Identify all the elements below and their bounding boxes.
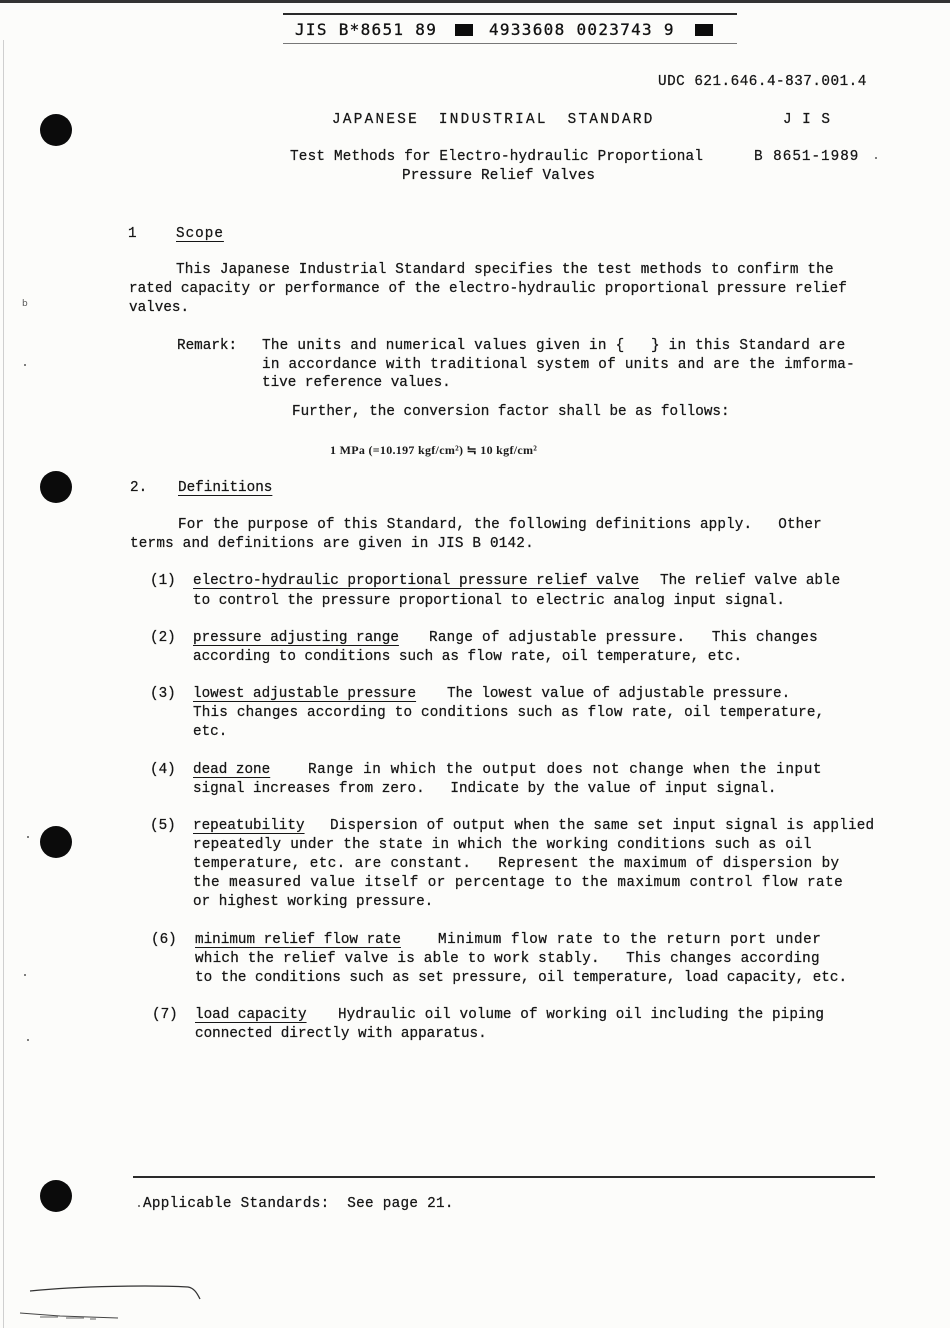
- document-title-line2: Pressure Relief Valves: [402, 168, 596, 184]
- binding-hole: [40, 471, 72, 503]
- definition-text-line: etc.: [193, 724, 228, 740]
- section-heading: Definitions: [178, 480, 273, 496]
- definition-text: The lowest value of adjustable pressure.: [447, 686, 791, 702]
- definition-number: (7): [152, 1007, 178, 1023]
- scan-speck: [24, 364, 26, 366]
- definition-text-line: signal increases from zero. Indicate by the value of input signal.: [193, 781, 777, 797]
- stamp-code: JIS B*8651 89: [295, 20, 438, 39]
- definition-text-line: This changes according to conditions such as flow rate, oil temperature,: [193, 705, 825, 721]
- definition-term: load capacity: [195, 1007, 307, 1023]
- definition-text-line: to control the pressure proportional to electric analog input signal.: [193, 593, 785, 609]
- stamp-block: [695, 24, 713, 36]
- scan-speck: [138, 1205, 140, 1207]
- definition-number: (2): [150, 630, 176, 646]
- definition-number: (5): [150, 818, 176, 834]
- definition-term: lowest adjustable pressure: [193, 686, 417, 702]
- applicable-standards: Applicable Standards: See page 21.: [143, 1196, 454, 1212]
- scan-speck: [24, 974, 26, 976]
- conversion-intro: Further, the conversion factor shall be as follows:: [292, 404, 730, 420]
- definition-number: (1): [150, 573, 176, 589]
- scan-speck: [875, 157, 877, 159]
- definition-text: Range of adjustable pressure. This changes: [429, 630, 818, 646]
- definition-term: dead zone: [193, 762, 271, 778]
- paragraph-line: rated capacity or performance of the electro-hydraulic proportional pressure relief: [129, 281, 847, 297]
- stamp-block: [455, 24, 473, 36]
- definition-text: Hydraulic oil volume of working oil including the piping: [338, 1007, 825, 1023]
- definition-text-line: which the relief valve is able to work stably. This changes according: [195, 951, 820, 967]
- margin-mark: b: [22, 299, 28, 309]
- organization-title: JAPANESE INDUSTRIAL STANDARD: [332, 112, 655, 128]
- definition-number: (3): [150, 686, 176, 702]
- stamp-rule-bottom: [283, 43, 737, 44]
- definition-text: Minimum flow rate to the return port under: [438, 932, 822, 948]
- section-number: 1: [128, 226, 137, 242]
- paragraph-line: This Japanese Industrial Standard specifies the test methods to confirm the: [176, 262, 834, 278]
- paragraph-line: valves.: [129, 300, 190, 316]
- binding-hole: [40, 1180, 72, 1212]
- jis-mark: J I S: [783, 112, 831, 128]
- section-number: 2.: [130, 480, 148, 496]
- top-edge-bar: [0, 0, 950, 3]
- standard-number: B 8651-1989: [754, 149, 860, 165]
- definition-text: Range in which the output does not change when the input: [308, 762, 823, 778]
- definition-term: pressure adjusting range: [193, 630, 399, 646]
- remark-line: tive reference values.: [262, 375, 451, 391]
- binding-hole: [40, 826, 72, 858]
- remark-line: in accordance with traditional system of units and are the imforma-: [262, 357, 855, 373]
- definition-text-line: according to conditions such as flow rate, oil temperature, etc.: [193, 649, 743, 665]
- scan-scribble: [0, 1270, 220, 1328]
- definition-text-line: to the conditions such as set pressure, oil temperature, load capacity, etc.: [195, 970, 848, 986]
- definition-text-line: connected directly with apparatus.: [195, 1026, 487, 1042]
- definition-term: electro-hydraulic proportional pressure relief valve: [193, 573, 640, 589]
- definition-number: (6): [151, 932, 177, 948]
- definition-text-line: temperature, etc. are constant. Represent the maximum of dispersion by: [193, 856, 840, 872]
- definition-term: repeatubility: [193, 818, 305, 834]
- document-title-line1: Test Methods for Electro-hydraulic Proportional: [290, 149, 704, 165]
- definition-text-line: or highest working pressure.: [193, 894, 434, 910]
- definition-text: Dispersion of output when the same set input signal is applied: [330, 818, 875, 834]
- paragraph-line: terms and definitions are given in JIS B 0142.: [130, 536, 534, 552]
- remark-label: Remark:: [177, 338, 238, 354]
- remark-line: The units and numerical values given in { } in this Standard are: [262, 338, 846, 354]
- definition-number: (4): [150, 762, 176, 778]
- stamp-rule-top: [283, 13, 737, 15]
- paragraph-line: For the purpose of this Standard, the following definitions apply. Other: [178, 517, 822, 533]
- stamp-numbers: 4933608 0023743 9: [489, 20, 675, 39]
- udc-code: UDC 621.646.4-837.001.4: [658, 74, 867, 90]
- definition-text: The relief valve able: [660, 573, 841, 589]
- binding-hole: [40, 114, 72, 146]
- definition-term: minimum relief flow rate: [195, 932, 401, 948]
- scan-speck: [27, 836, 29, 838]
- conversion-formula: 1 MPa (=10.197 kgf/cm²) ≒ 10 kgf/cm²: [330, 443, 538, 457]
- left-edge-line: [3, 40, 4, 1328]
- section-heading: Scope: [176, 226, 224, 242]
- scan-speck: [27, 1039, 29, 1041]
- definition-text-line: repeatedly under the state in which the working conditions such as oil: [193, 837, 812, 853]
- definition-text-line: the measured value itself or percentage to the maximum control flow rate: [193, 875, 844, 891]
- footer-rule: [133, 1176, 875, 1178]
